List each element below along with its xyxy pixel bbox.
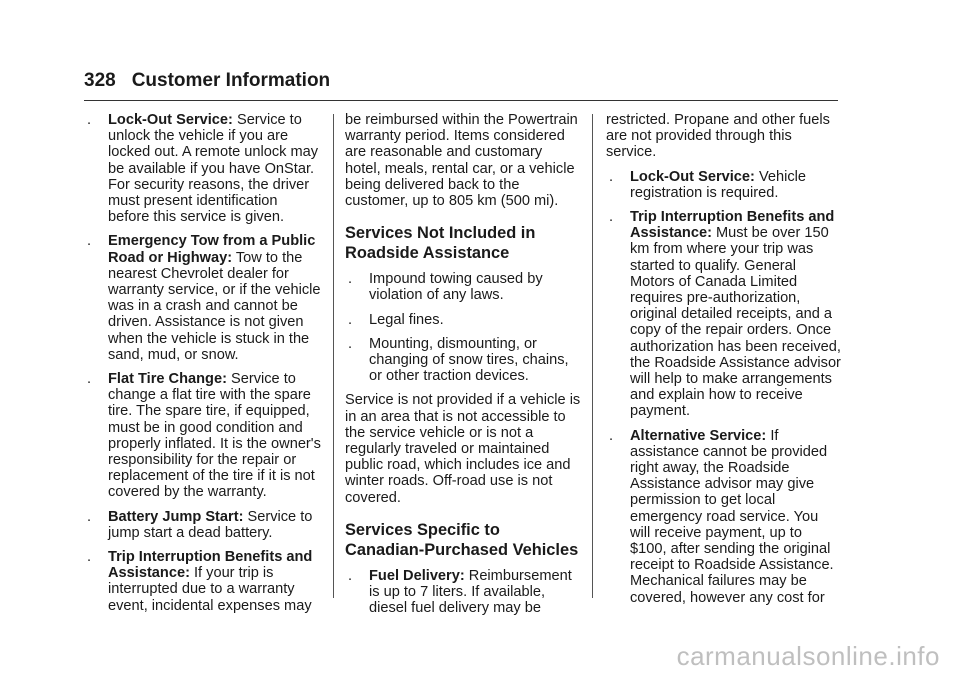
bullet: . bbox=[87, 112, 92, 128]
body-paragraph: Service is not provided if a vehicle is in an area that is not accessible to the service vehicle or is not a regularly traveled or maintained public road, which includes ice and winter roads. Off-road use is not covered. bbox=[345, 392, 581, 506]
item-label: Trip Interruption Benefits and Assistance: bbox=[630, 209, 835, 242]
list-item bbox=[345, 336, 581, 385]
list-item bbox=[84, 233, 322, 363]
item-text: Service to unlock the vehicle if you are locked out. A remote unlock may be available if you have OnStar. For security reasons, the driver must present identification before this service is given. bbox=[108, 112, 319, 226]
column-2 bbox=[345, 112, 581, 624]
section-heading: Services Not Included in Roadside Assistance bbox=[345, 224, 536, 263]
column-divider bbox=[592, 114, 593, 598]
item-label: Emergency Tow from a Public Road or Highway: bbox=[108, 233, 316, 266]
item-text: Vehicle registration is required. bbox=[630, 168, 807, 201]
list-item bbox=[84, 549, 322, 614]
section-heading: Services Specific to Canadian-Purchased Vehicles bbox=[345, 520, 579, 559]
list-item bbox=[345, 312, 581, 328]
item-text: Legal fines. bbox=[369, 311, 444, 328]
list-item bbox=[606, 428, 842, 606]
item-label: Lock-Out Service: bbox=[108, 112, 233, 128]
continuation-text: restricted. Propane and other fuels are not provided through this service. bbox=[606, 112, 830, 161]
list-item bbox=[345, 271, 581, 303]
bullet: . bbox=[609, 168, 614, 185]
bullet: . bbox=[87, 508, 92, 525]
list-item bbox=[84, 112, 322, 225]
section-title: Customer Information bbox=[131, 70, 331, 91]
bullet: . bbox=[348, 271, 353, 288]
item-text: Tow to the nearest Chevrolet dealer for warranty service, or if the vehicle was in a crash and cannot be driven. Assistance is not given when the vehicle is stuck in the sand, mud, or snow. bbox=[108, 249, 321, 363]
item-label: Battery Jump Start: bbox=[108, 508, 244, 525]
item-label: Lock-Out Service: bbox=[630, 168, 755, 185]
bullet: . bbox=[87, 371, 92, 388]
page-header bbox=[84, 70, 838, 101]
list-item bbox=[606, 169, 842, 201]
bullet: . bbox=[609, 209, 614, 226]
bullet: . bbox=[87, 549, 92, 566]
page-number: 328 bbox=[84, 70, 116, 91]
bullet: . bbox=[348, 567, 353, 584]
item-text: Service to jump start a dead battery. bbox=[108, 508, 313, 541]
item-label: Flat Tire Change: bbox=[108, 371, 227, 388]
column-divider bbox=[333, 114, 334, 598]
bullet: . bbox=[609, 427, 614, 444]
item-label: Alternative Service: bbox=[630, 427, 767, 444]
list-item bbox=[606, 209, 842, 420]
item-label: Fuel Delivery: bbox=[369, 567, 465, 584]
bullet: . bbox=[348, 335, 353, 352]
column-3 bbox=[606, 112, 842, 614]
list-item bbox=[84, 371, 322, 501]
item-text: Mounting, dismounting, or changing of snow tires, chains, or other traction devices. bbox=[369, 335, 569, 385]
watermark: carmanualsonline.info bbox=[676, 641, 940, 671]
continuation-text: be reimbursed within the Powertrain warranty period. Items considered are reasonable and customary hotel, meals, rental car, or a vehicle being delivered back to the customer, up to 805 km (500 mi). bbox=[345, 112, 578, 210]
column-1 bbox=[84, 112, 322, 622]
item-text: Reimbursement is up to 7 liters. If available, diesel fuel delivery may be bbox=[369, 567, 572, 617]
list-item bbox=[84, 509, 322, 541]
bullet: . bbox=[87, 233, 92, 250]
item-text: If assistance cannot be provided right away, the Roadside Assistance advisor may give permission to get local emergency road service. You will receive payment, up to $100, after sending the original receipt to Roadside Assistance. Mechanical failures may be covered, however any cost for bbox=[630, 427, 834, 606]
item-text: Service to change a flat tire with the spare tire. The spare tire, if equipped, must be in good condition and properly inflated. It is the owner's responsibility for the repair or replacement of the tire if it is not covered by the warranty. bbox=[108, 371, 321, 501]
item-text: If your trip is interrupted due to a warranty event, incidental expenses may bbox=[108, 565, 312, 614]
item-label: Trip Interruption Benefits and Assistance: bbox=[108, 549, 313, 582]
bullet: . bbox=[348, 311, 353, 328]
list-item bbox=[345, 568, 581, 617]
item-text: Impound towing caused by violation of any laws. bbox=[369, 271, 543, 304]
item-text: Must be over 150 km from where your trip was started to qualify. General Motors of Canada Limited requires pre-authorization, original detailed receipts, and a copy of the repair orders. Once authorization has been received, the Roadside Assistance advisor will help to make arrangements and explain how to receive payment. bbox=[630, 225, 841, 420]
